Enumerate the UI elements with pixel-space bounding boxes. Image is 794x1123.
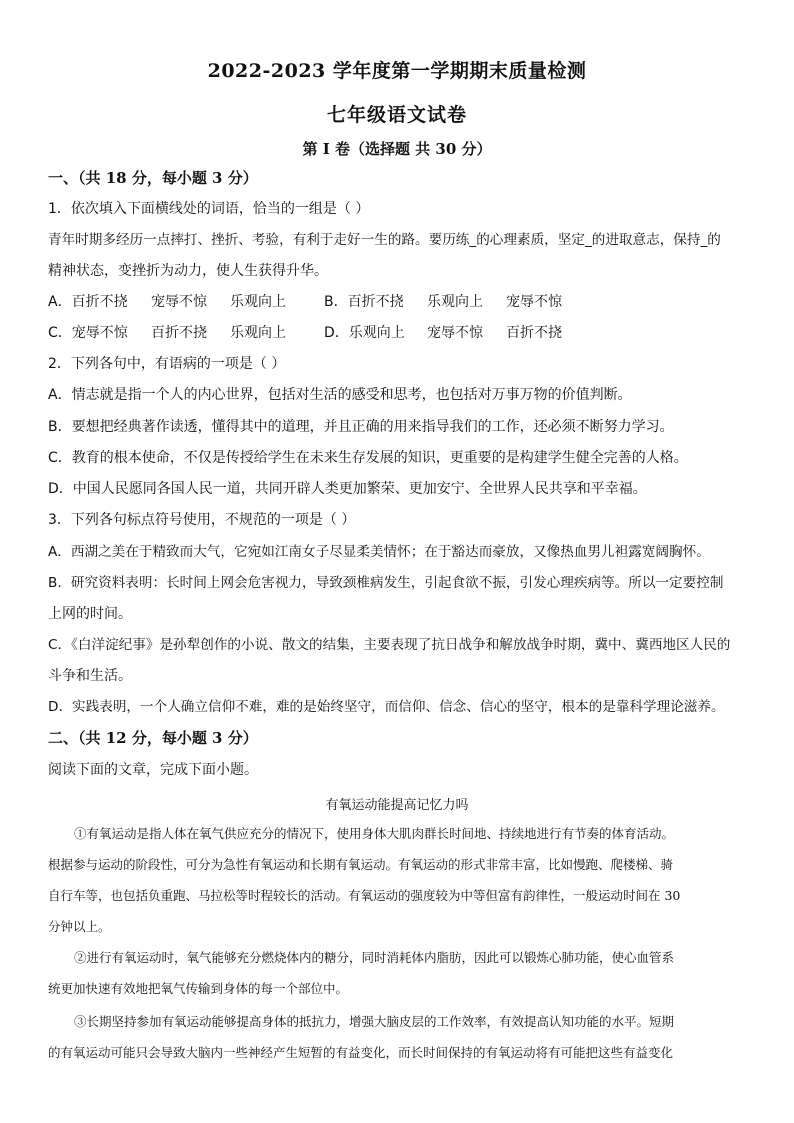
q1-options-row2 bbox=[48, 323, 758, 343]
article-p2-line1: ②进行有氧运动时，氧气能够充分燃烧体内的糖分，同时消耗体内脂肪，因此可以锻炼心肺功能，使心血管系 bbox=[74, 950, 675, 965]
q3-option-b-line2: 上网的时间。 bbox=[48, 606, 132, 622]
q1-stem: 1．依次填入下面横线处的词语，恰当的一组是（ ） bbox=[48, 201, 370, 217]
q1-option-b-word3: 宠辱不惊 bbox=[506, 294, 562, 310]
article-p3-line1: ③长期坚持参加有氧运动能够提高身体的抵抗力，增强大脑皮层的工作效率，有效提高认知功能的水平。短期 bbox=[74, 1014, 675, 1029]
q1-option-d: D．乐观向上 bbox=[324, 325, 405, 341]
q1-passage-line2: 精神状态，变挫折为动力，使人生获得升华。 bbox=[48, 263, 328, 279]
article-p1-line4: 分钟以上。 bbox=[48, 919, 111, 934]
q3-option-c-line2: 斗争和生活。 bbox=[48, 668, 132, 684]
q2-option-c: C．教育的根本使命，不仅是传授给学生在未来生存发展的知识，更重要的是构建学生健全完善的人格。 bbox=[48, 450, 688, 466]
q2-stem: 2．下列各句中，有语病的一项是（ ） bbox=[48, 356, 286, 372]
q1-option-a: A．百折不挠 bbox=[48, 294, 128, 310]
q3-option-c-line1: C．《白洋淀纪事》是孙犁创作的小说、散文的结集，主要表现了抗日战争和解放战争时期，冀中、冀西地区人民的 bbox=[48, 637, 731, 653]
exam-title: 2022-2023 学年度第一学期期末质量检测 bbox=[207, 60, 587, 82]
q1-option-d-word3: 百折不挠 bbox=[506, 325, 562, 341]
section2-instruction: 阅读下面的文章，完成下面小题。 bbox=[48, 762, 258, 778]
q2-option-b: B．要想把经典著作读透，懂得其中的道理，并且正确的用来指导我们的工作，还必须不断努力学习。 bbox=[48, 419, 674, 435]
q1-option-a-word3: 乐观向上 bbox=[230, 294, 286, 310]
section1-heading: 一、（共 18 分，每小题 3 分） bbox=[48, 169, 258, 187]
article-p1-line3: 自行车等，也包括负重跑、马拉松等时程较长的活动。有氧运动的强度较为中等但富有韵律性，一般运动时间在 30 bbox=[48, 888, 681, 903]
q1-option-c-word2: 百折不挠 bbox=[151, 325, 207, 341]
q1-option-c: C．宠辱不惊 bbox=[48, 325, 128, 341]
article-p3-line2: 的有氧运动可能只会导致大脑内一些神经产生短暂的有益变化，而长时间保持的有氧运动将有可能把这些有益变化 bbox=[48, 1045, 674, 1060]
exam-subtitle: 七年级语文试卷 bbox=[326, 104, 467, 126]
article-p1-line1: ①有氧运动是指人体在氧气供应充分的情况下，使用身体大肌肉群长时间地、持续地进行有节奏的体育活动。 bbox=[74, 826, 675, 841]
q1-option-b-word2: 乐观向上 bbox=[427, 294, 483, 310]
q2-option-a: A．情志就是指一个人的内心世界，包括对生活的感受和思考，也包括对万事万物的价值判断。 bbox=[48, 387, 632, 403]
q1-option-a-word2: 宠辱不惊 bbox=[151, 294, 207, 310]
part-title: 第 I 卷（选择题 共 30 分） bbox=[302, 140, 492, 158]
q1-option-d-word2: 宠辱不惊 bbox=[427, 325, 483, 341]
q3-option-a: A．西湖之美在于精致而大气，它宛如江南女子尽显柔美情怀；在于豁达而豪放，又像热血男儿袒露宽阔胸怀。 bbox=[48, 544, 710, 560]
section2-heading: 二、（共 12 分，每小题 3 分） bbox=[48, 729, 258, 747]
article-title: 有氧运动能提高记忆力吗 bbox=[325, 798, 469, 813]
q1-passage-line1: 青年时期多经历一点摔打、挫折、考验，有利于走好一生的路。要历练_的心理素质，坚定_的进取意志，保持_的 bbox=[48, 232, 721, 248]
q3-stem: 3．下列各句标点符号使用，不规范的一项是（ ） bbox=[48, 512, 356, 528]
article-p2-line2: 统更加快速有效地把氧气传输到身体的每一个部位中。 bbox=[48, 981, 349, 996]
q3-option-d: D．实践表明，一个人确立信仰不难，难的是始终坚守，而信仰、信念、信心的坚守，根本的是靠科学理论滋养。 bbox=[48, 699, 725, 715]
q3-option-b-line1: B．研究资料表明：长时间上网会危害视力，导致颈椎病发生，引起食欲不振，引发心理疾病等。所以一定要控制 bbox=[48, 575, 724, 591]
q1-option-c-word3: 乐观向上 bbox=[230, 325, 286, 341]
q1-option-b: B．百折不挠 bbox=[324, 294, 404, 310]
q2-option-d: D．中国人民愿同各国人民一道，共同开辟人类更加繁荣、更加安宁、全世界人民共享和平幸福。 bbox=[48, 481, 647, 497]
article-p1-line2: 根据参与运动的阶段性，可分为急性有氧运动和长期有氧运动。有氧运动的形式非常丰富，比如慢跑、爬楼梯、骑 bbox=[48, 857, 674, 872]
q1-options-row1 bbox=[48, 292, 758, 312]
